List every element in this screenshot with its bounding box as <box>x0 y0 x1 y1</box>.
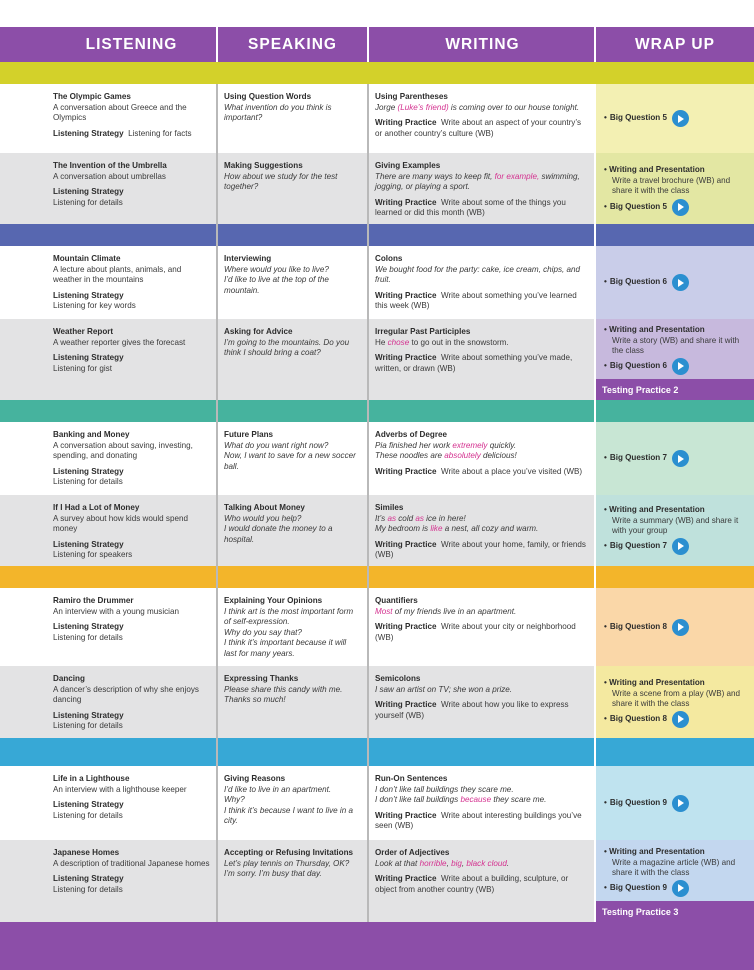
strategy-value: Listening for details <box>53 477 123 487</box>
speaking-cell <box>218 422 367 472</box>
lesson-title: Similes <box>375 503 404 512</box>
lesson-title: Making Suggestions <box>224 161 303 170</box>
strategy-value: Listening for details <box>53 197 123 207</box>
example-line: Now, I want to save for a new soccer ball. <box>224 451 356 471</box>
highlight-text: (Luke’s friend) <box>397 102 449 112</box>
table-row <box>0 84 596 153</box>
practice-label: Writing Practice <box>375 290 437 300</box>
practice-text: Write about something you’ve learned this week (WB) <box>375 290 577 311</box>
big-question-label: Big Question 6 <box>609 360 667 370</box>
listening-cell <box>47 422 216 488</box>
example-text: My bedroom is <box>375 524 431 534</box>
column-divider <box>367 84 369 922</box>
example-text: Jorge <box>375 102 398 112</box>
practice-label: Writing Practice <box>375 539 437 549</box>
writing-cell <box>369 495 596 561</box>
lesson-title: Interviewing <box>224 254 272 263</box>
example-text: is coming over to our house tonight. <box>448 102 580 112</box>
example-text: There are many ways to keep fit, <box>375 171 495 181</box>
wrapup-cell <box>596 84 754 153</box>
strategy-label: Listening Strategy <box>53 622 124 632</box>
practice-text: Write about some of the things you learned or did this month (WB) <box>375 197 566 218</box>
table-row <box>0 495 596 566</box>
presentation-label-text: Writing and Presentation <box>609 165 705 174</box>
example-line: Why? <box>224 795 245 805</box>
example-line: Please share this candy with me. <box>224 684 343 694</box>
strategy-value: Listening for details <box>53 721 123 731</box>
play-button-icon[interactable] <box>672 274 689 291</box>
column-header-wrapup: WRAP UP <box>635 35 715 53</box>
presentation-label: • Writing and Presentation <box>604 505 705 514</box>
unit-band <box>0 566 754 588</box>
highlight-text: like <box>430 524 443 534</box>
big-question-label: Big Question 8 <box>609 621 667 631</box>
lesson-description: A weather reporter gives the forecast <box>53 337 186 347</box>
strategy-label: Listening Strategy <box>53 800 124 810</box>
lesson-title: Mountain Climate <box>53 254 121 263</box>
writing-cell <box>369 319 596 374</box>
lesson-title: Weather Report <box>53 327 114 336</box>
practice-text: Write about your city or neighborhood (WB) <box>375 622 576 642</box>
play-button-icon[interactable] <box>672 711 689 728</box>
example-line: Where would you like to live? <box>224 264 329 274</box>
lesson-title: Talking About Money <box>224 503 305 512</box>
example-text: quickly. <box>487 440 517 450</box>
presentation-label-text: Writing and Presentation <box>609 505 705 514</box>
speaking-cell <box>218 319 367 359</box>
table-row <box>0 153 596 224</box>
example-line: I’m going to the mountains. Do you think I should bring a coat? <box>224 337 350 358</box>
play-button-icon[interactable] <box>672 538 689 555</box>
example-line: I’d like to live at the top of the mountain. <box>224 275 329 295</box>
writing-cell <box>369 766 596 832</box>
listening-cell <box>47 84 216 139</box>
example-line: Thanks so much! <box>224 695 286 705</box>
play-button-icon[interactable] <box>672 450 689 467</box>
practice-label: Writing Practice <box>375 466 437 476</box>
wrapup-cell <box>596 319 754 379</box>
example-text: These noodles are <box>375 451 445 461</box>
big-question-item: • Big Question 8 <box>604 711 746 728</box>
big-question-item: • Big Question 9 <box>604 795 689 812</box>
practice-label: Writing Practice <box>375 353 437 363</box>
example-line <box>375 524 590 535</box>
big-question-item: • Big Question 8 <box>604 619 689 636</box>
big-question-label: Big Question 5 <box>609 201 667 211</box>
unit-band <box>0 738 754 766</box>
lesson-description: A lecture about plants, animals, and weather in the mountains <box>53 264 182 285</box>
speaking-cell <box>218 666 367 706</box>
example-line: Who would you help? <box>224 513 302 523</box>
speaking-cell <box>218 246 367 296</box>
strategy-label: Listening Strategy <box>53 128 124 138</box>
speaking-cell <box>218 495 367 545</box>
example-line: Let’s play tennis on Thursday, OK? <box>224 858 350 868</box>
lesson-title: The Olympic Games <box>53 92 131 101</box>
strategy-label: Listening Strategy <box>53 710 124 720</box>
strategy-value: Listening for gist <box>53 363 112 373</box>
listening-cell <box>47 766 216 821</box>
example-text: of my friends live in an apartment. <box>392 606 517 616</box>
wrapup-cell <box>596 153 754 224</box>
practice-text: Write about something you’ve made, written, or drawn (WB) <box>375 353 573 373</box>
example-text: to go out in the snowstorm. <box>409 337 509 347</box>
example-text: It’s <box>375 513 388 523</box>
highlight-text: for example, <box>494 171 540 181</box>
example-line: I think art is the most important form of self-expression. <box>224 606 354 627</box>
example-text: He <box>375 337 388 347</box>
table-row <box>0 588 596 666</box>
highlight-text: big <box>451 858 462 868</box>
lesson-title: Asking for Advice <box>224 327 293 336</box>
writing-cell <box>369 840 596 895</box>
example-line: What invention do you think is important? <box>224 102 332 123</box>
unit-band <box>0 224 754 246</box>
example-line: What do you want right now? <box>224 440 329 450</box>
column-header-bar <box>0 27 754 62</box>
strategy-value: Listening for details <box>53 884 123 894</box>
play-button-icon[interactable] <box>672 110 689 127</box>
play-button-icon[interactable] <box>672 880 689 897</box>
example-line: I would donate the money to a hospital. <box>224 524 333 544</box>
presentation-description: Write a summary (WB) and share it with your group <box>612 515 739 536</box>
lesson-description: A conversation about saving, investing, spending, and donating <box>53 440 193 461</box>
wrapup-cell <box>596 840 754 901</box>
example-line <box>375 795 590 806</box>
practice-text: Write about how you like to express yourself (WB) <box>375 700 569 720</box>
example-line <box>375 514 590 525</box>
wrapup-cell <box>596 666 754 738</box>
presentation-label-text: Writing and Presentation <box>609 325 705 334</box>
practice-label: Writing Practice <box>375 810 437 820</box>
lesson-title: Irregular Past Participles <box>375 327 471 336</box>
wrapup-cell <box>596 422 754 495</box>
unit-band <box>0 62 754 84</box>
example-line: I don’t like tall buildings they scare me. <box>375 784 514 794</box>
presentation-description: Write a story (WB) and share it with the class <box>612 335 740 356</box>
example-line: I’d like to live in an apartment. <box>224 784 332 794</box>
example-text: Look at that <box>375 858 420 868</box>
lesson-description: A conversation about Greece and the Olympics <box>53 102 187 123</box>
big-question-label: Big Question 5 <box>609 113 667 123</box>
lesson-title: Japanese Homes <box>53 848 120 857</box>
listening-cell <box>47 319 216 374</box>
big-question-item: • Big Question 6 <box>604 358 746 375</box>
highlight-text: as <box>387 513 397 523</box>
speaking-cell <box>218 84 367 124</box>
example-line <box>375 859 590 870</box>
lesson-title: Giving Reasons <box>224 774 286 783</box>
strategy-label: Listening Strategy <box>53 290 124 300</box>
column-divider <box>216 84 218 922</box>
table-row <box>0 319 596 400</box>
example-text: they scare me. <box>491 795 547 805</box>
lesson-title: Expressing Thanks <box>224 674 299 683</box>
wrapup-cell <box>596 246 754 319</box>
highlight-text: absolutely <box>444 451 481 461</box>
big-question-item: • Big Question 5 <box>604 199 746 216</box>
example-line <box>375 172 590 193</box>
lesson-title: Order of Adjectives <box>375 848 450 857</box>
highlight-text: Most <box>375 606 393 616</box>
example-line: I saw an artist on TV; she won a prize. <box>375 684 513 694</box>
example-text: I don’t like tall buildings <box>375 795 461 805</box>
strategy-label: Listening Strategy <box>53 353 124 363</box>
presentation-label: • Writing and Presentation <box>604 325 705 334</box>
presentation-description: Write a scene from a play (WB) and share it with the class <box>612 688 741 709</box>
big-question-label: Big Question 8 <box>609 713 667 723</box>
example-line <box>375 338 590 349</box>
big-question-label: Big Question 7 <box>609 453 667 463</box>
wrapup-cell <box>596 766 754 840</box>
table-row <box>0 766 596 840</box>
practice-label: Writing Practice <box>375 700 437 710</box>
highlight-text: black cloud <box>466 858 507 868</box>
lesson-description: A conversation about umbrellas <box>53 171 166 181</box>
practice-text: Write about interesting buildings you’ve seen (WB) <box>375 810 582 831</box>
play-button-icon[interactable] <box>672 619 689 636</box>
presentation-description: Write a travel brochure (WB) and share it with the class <box>612 175 731 196</box>
big-question-item: • Big Question 5 <box>604 110 689 127</box>
speaking-cell <box>218 153 367 193</box>
presentation-label: • Writing and Presentation <box>604 847 705 856</box>
column-header-speaking: SPEAKING <box>248 35 337 53</box>
example-line <box>375 103 590 114</box>
column-header-writing: WRITING <box>445 35 520 53</box>
example-text: swimming, jogging, or playing a sport. <box>375 171 580 192</box>
strategy-label: Listening Strategy <box>53 466 124 476</box>
speaking-cell <box>218 766 367 827</box>
practice-text: Write about your home, family, or friends (WB) <box>375 539 586 560</box>
big-question-item: • Big Question 9 <box>604 880 746 897</box>
speaking-cell <box>218 588 367 660</box>
table-row <box>0 246 596 319</box>
footer-bar <box>0 922 754 970</box>
column-divider <box>594 84 596 922</box>
example-text: a nest, all cozy and warm. <box>442 524 539 534</box>
play-button-icon[interactable] <box>672 795 689 812</box>
lesson-title: Run-On Sentences <box>375 774 448 783</box>
example-text: , <box>446 858 452 868</box>
lesson-title: Colons <box>375 254 403 263</box>
example-text: Pia finished her work <box>375 440 453 450</box>
lesson-title: If I Had a Lot of Money <box>53 503 140 512</box>
example-text: cold <box>396 513 416 523</box>
example-line <box>375 451 590 462</box>
strategy-value: Listening for facts <box>128 128 192 138</box>
example-line <box>375 607 590 618</box>
lesson-title: Using Parentheses <box>375 92 448 101</box>
lesson-description: An interview with a lighthouse keeper <box>53 784 187 794</box>
table-row <box>0 840 596 922</box>
table-row <box>0 422 596 495</box>
writing-cell <box>369 588 596 643</box>
big-question-label: Big Question 9 <box>609 882 667 892</box>
highlight-text: because <box>460 795 492 805</box>
highlight-text: chose <box>387 337 410 347</box>
column-header-listening: LISTENING <box>85 35 178 53</box>
lesson-title: Banking and Money <box>53 430 130 439</box>
practice-label: Writing Practice <box>375 197 437 207</box>
lesson-title: Future Plans <box>224 430 274 439</box>
presentation-label: • Writing and Presentation <box>604 678 705 687</box>
presentation-label-text: Writing and Presentation <box>609 678 705 687</box>
listening-cell <box>47 153 216 208</box>
writing-cell <box>369 666 596 721</box>
testing-practice-label: Testing Practice 2 <box>596 379 754 400</box>
strategy-value: Listening for speakers <box>53 550 133 560</box>
lesson-title: Quantifiers <box>375 596 418 605</box>
big-question-label: Big Question 9 <box>609 797 667 807</box>
play-button-icon[interactable] <box>672 199 689 216</box>
presentation-label: • Writing and Presentation <box>604 165 705 174</box>
example-text: delicious! <box>480 451 517 461</box>
lesson-title: Life in a Lighthouse <box>53 774 130 783</box>
lesson-title: Giving Examples <box>375 161 441 170</box>
big-question-item: • Big Question 7 <box>604 450 689 467</box>
lesson-title: Accepting or Refusing Invitations <box>224 848 354 857</box>
lesson-title: The Invention of the Umbrella <box>53 161 167 170</box>
strategy-label: Listening Strategy <box>53 187 124 197</box>
unit-band <box>0 400 754 422</box>
example-text: ice in here! <box>423 513 466 523</box>
testing-practice-label: Testing Practice 3 <box>596 901 754 922</box>
example-line: Why do you say that? <box>224 627 302 637</box>
big-question-label: Big Question 6 <box>609 277 667 287</box>
lesson-description: A dancer’s description of why she enjoys dancing <box>53 684 199 705</box>
strategy-value: Listening for key words <box>53 301 136 311</box>
practice-label: Writing Practice <box>375 874 437 884</box>
presentation-description: Write a magazine article (WB) and share it with the class <box>612 857 736 878</box>
practice-text: Write about a building, sculpture, or object from another country (WB) <box>375 874 569 894</box>
example-line <box>375 441 590 452</box>
example-line: I think it’s important because it will last for many years. <box>224 638 347 658</box>
example-text: , <box>461 858 467 868</box>
example-line: I’m sorry. I’m busy that day. <box>224 869 322 879</box>
wrapup-cell <box>596 495 754 566</box>
play-button-icon[interactable] <box>672 358 689 375</box>
lesson-description: An interview with a young musician <box>53 606 179 616</box>
lesson-title: Ramiro the Drummer <box>53 596 134 605</box>
big-question-label: Big Question 7 <box>609 540 667 550</box>
writing-cell <box>369 153 596 219</box>
writing-cell <box>369 246 596 312</box>
big-question-item: • Big Question 7 <box>604 538 746 555</box>
strategy-value: Listening for details <box>53 810 123 820</box>
lesson-title: Adverbs of Degree <box>375 430 447 439</box>
lesson-title: Explaining Your Opinions <box>224 596 323 605</box>
highlight-text: horrible <box>419 858 447 868</box>
example-line: How about we study for the test together? <box>224 171 338 192</box>
big-question-item: • Big Question 6 <box>604 274 689 291</box>
table-row <box>0 666 596 738</box>
example-text: . <box>506 858 510 868</box>
lesson-title: Dancing <box>53 674 85 683</box>
highlight-text: extremely <box>452 440 488 450</box>
practice-label: Writing Practice <box>375 622 437 632</box>
strategy-value: Listening for details <box>53 632 123 642</box>
listening-cell <box>47 246 216 312</box>
practice-label: Writing Practice <box>375 118 437 128</box>
lesson-title: Using Question Words <box>224 92 312 101</box>
lesson-description: A description of traditional Japanese homes <box>53 858 210 868</box>
listening-cell <box>47 495 216 561</box>
presentation-label-text: Writing and Presentation <box>609 847 705 856</box>
lesson-title: Semicolons <box>375 674 421 683</box>
practice-text: Write about an aspect of your country’s or another country’s culture (WB) <box>375 118 582 138</box>
wrapup-cell <box>596 588 754 666</box>
writing-cell <box>369 84 596 139</box>
example-line: We bought food for the party: cake, ice cream, chips, and fruit. <box>375 264 581 285</box>
speaking-cell <box>218 840 367 880</box>
strategy-label: Listening Strategy <box>53 539 124 549</box>
highlight-text: as <box>415 513 424 523</box>
listening-cell <box>47 840 216 895</box>
listening-cell <box>47 666 216 732</box>
strategy-label: Listening Strategy <box>53 874 124 884</box>
listening-cell <box>47 588 216 643</box>
example-line: I think it’s because I want to live in a city. <box>224 805 353 826</box>
practice-text: Write about a place you’ve visited (WB) <box>440 466 583 476</box>
writing-cell <box>369 422 596 477</box>
lesson-description: A survey about how kids would spend money <box>53 513 188 534</box>
